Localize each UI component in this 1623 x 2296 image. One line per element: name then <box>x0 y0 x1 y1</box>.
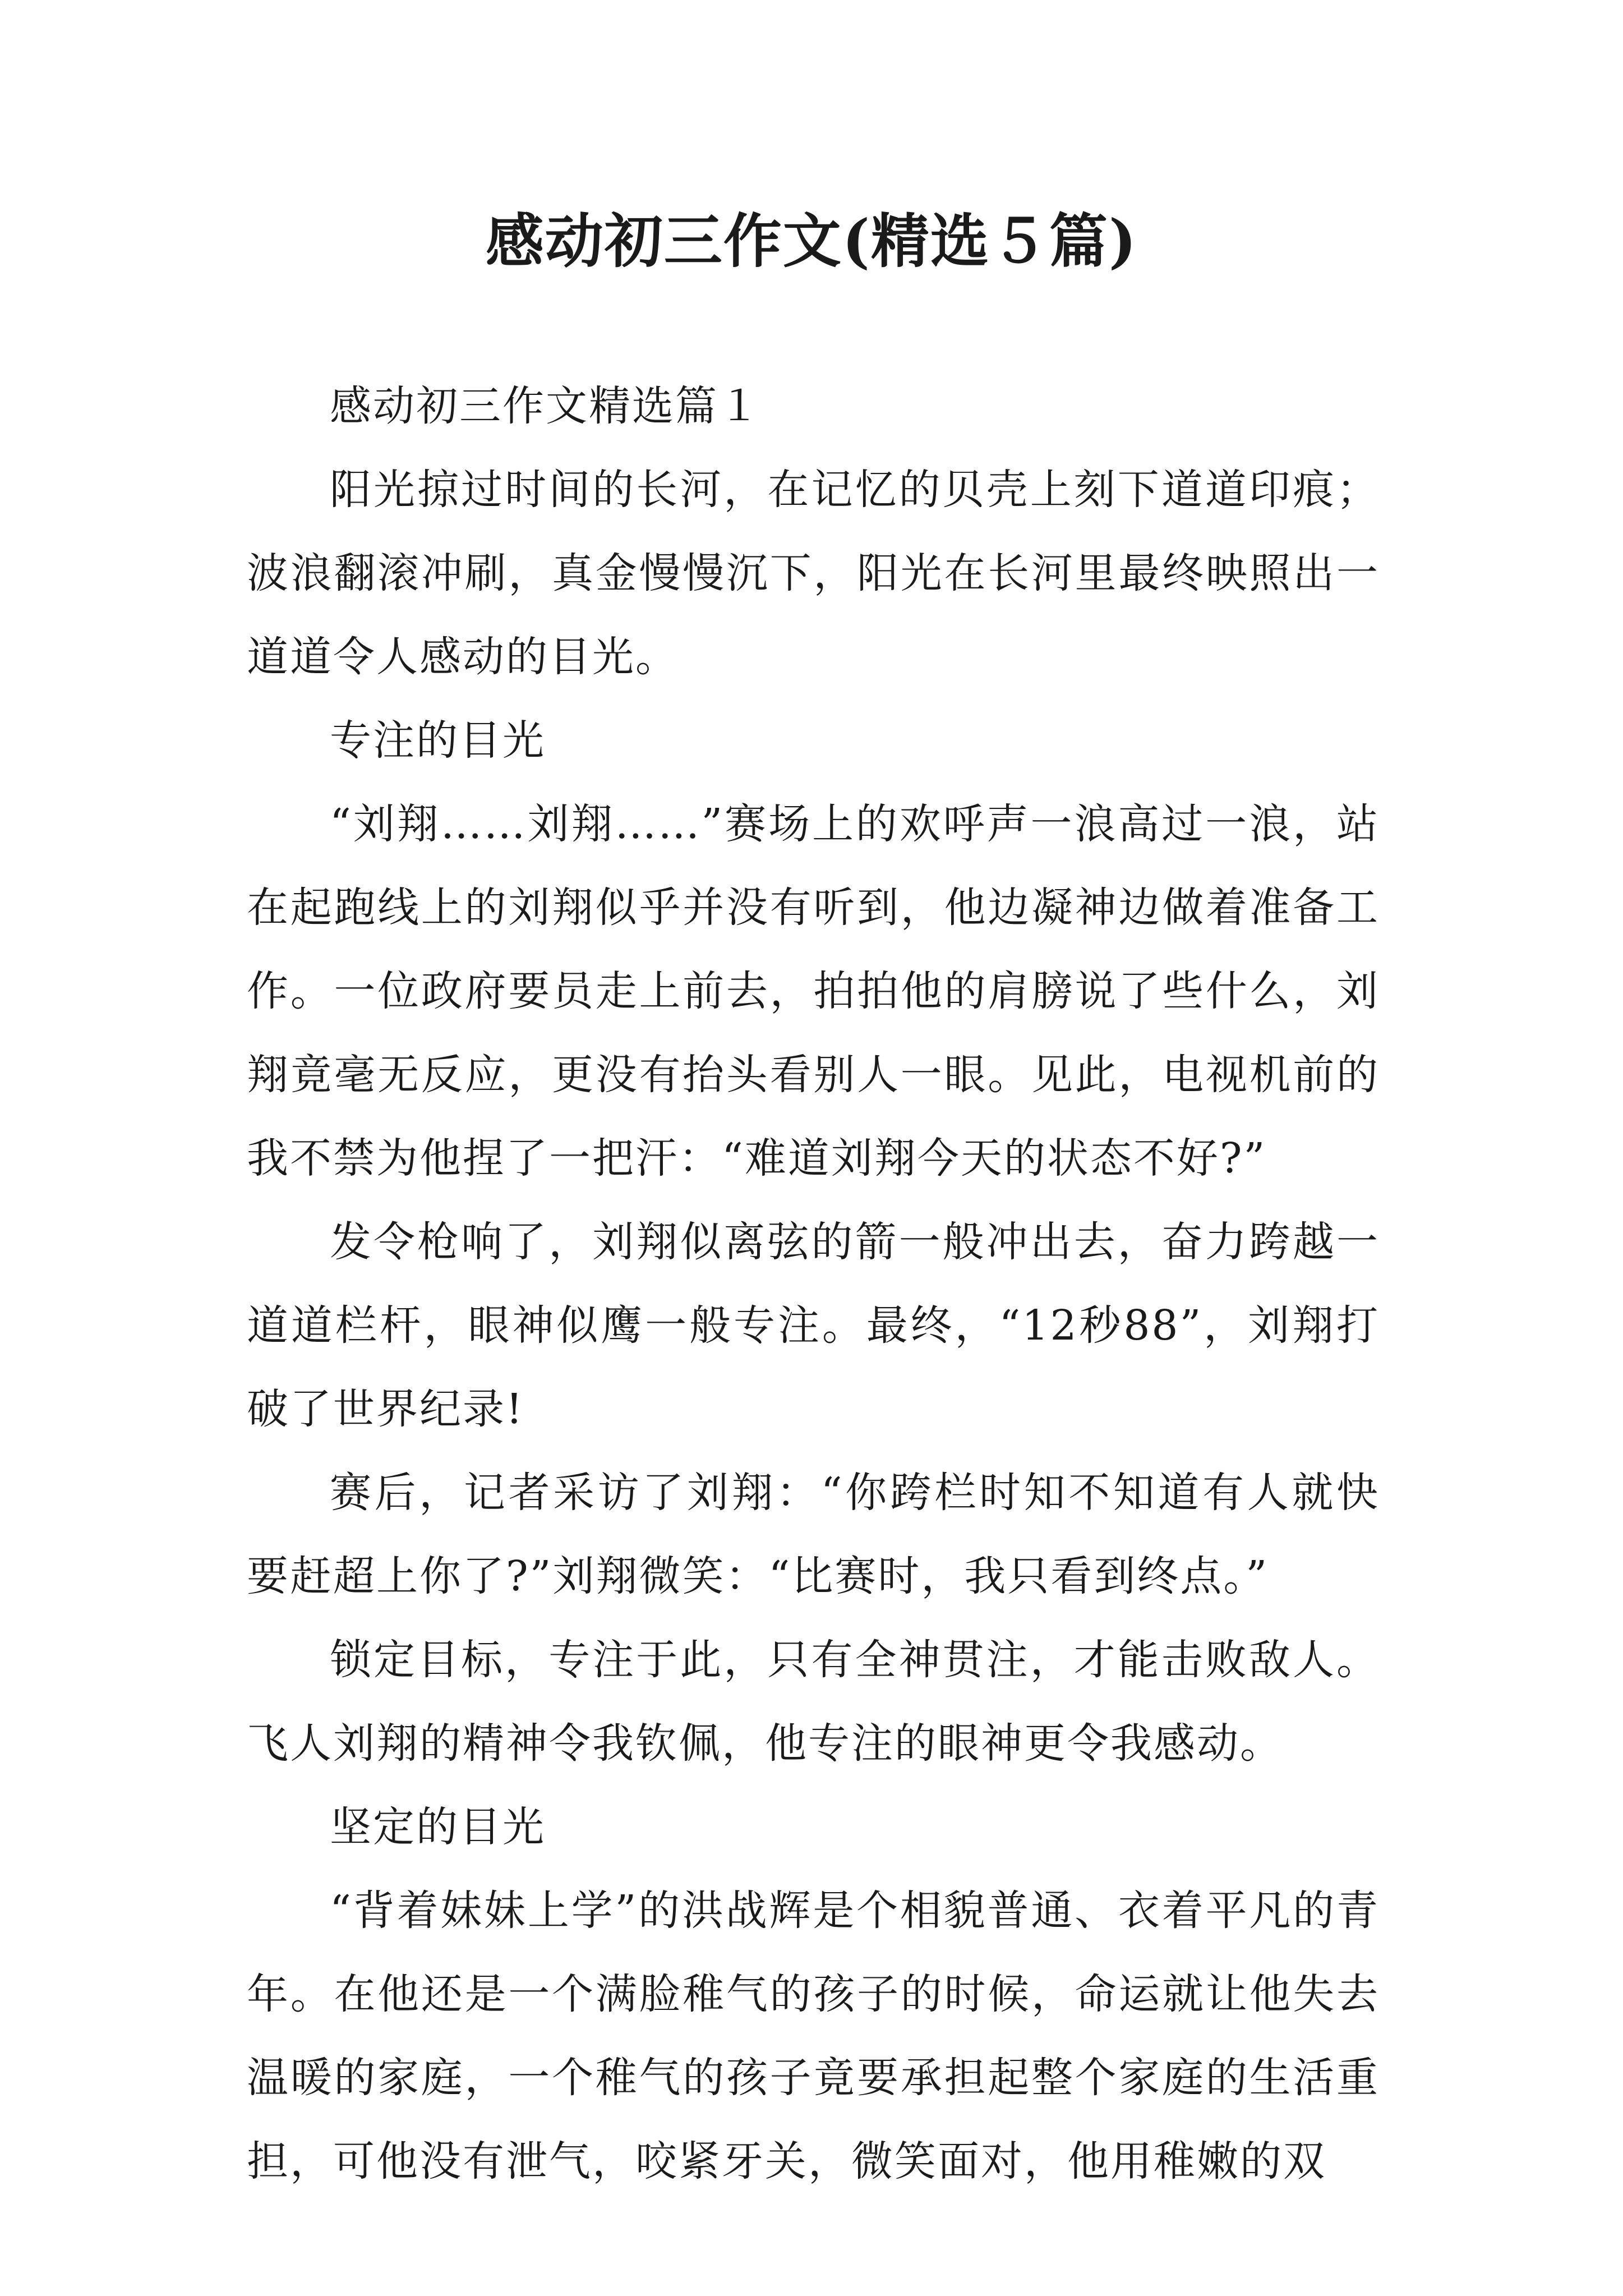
paragraph: “刘翔……刘翔……”赛场上的欢呼声一浪高过一浪，站在起跑线上的刘翔似乎并没有听到，他边凝神边做着准备工作。一位政府要员走上前去，拍拍他的肩膀说了些什么，刘翔竟毫无反应，更没有抬头看别人一眼。见此，电视机前的我不禁为他捏了一把汗：“难道刘翔今天的状态不好?” <box>247 800 1380 1182</box>
subheading: 坚定的目光 <box>330 1803 546 1851</box>
document-title: 感动初三作文(精选５篇) <box>485 206 1138 275</box>
subheading: 专注的目光 <box>330 716 546 765</box>
paragraph: 锁定目标，专注于此，只有全神贯注，才能击败敌人。飞人刘翔的精神令我钦佩，他专注的眼神更令我感动。 <box>247 1636 1380 1768</box>
paragraph: 赛后，记者采访了刘翔：“你跨栏时知不知道有人就快要赶超上你了?”刘翔微笑：“比赛时，我只看到终点。” <box>247 1469 1380 1600</box>
document-body <box>247 365 1380 2203</box>
paragraph: 阳光掠过时间的长河，在记忆的贝壳上刻下道道印痕；波浪翻滚冲刷，真金慢慢沉下，阳光在长河里最终映照出一道道令人感动的目光。 <box>247 466 1380 681</box>
section-heading: 感动初三作文精选篇１ <box>330 382 762 430</box>
paragraph: “背着妹妹上学”的洪战辉是个相貌普通、衣着平凡的青年。在他还是一个满脸稚气的孩子的时候，命运就让他失去温暖的家庭，一个稚气的孩子竟要承担起整个家庭的生活重担，可他没有泄气，咬紧牙关，微笑面对，他用稚嫩的双 <box>247 1887 1380 2185</box>
paragraph: 发令枪响了，刘翔似离弦的箭一般冲出去，奋力跨越一道道栏杆，眼神似鹰一般专注。最终，“12秒88”，刘翔打破了世界纪录! <box>247 1218 1380 1433</box>
